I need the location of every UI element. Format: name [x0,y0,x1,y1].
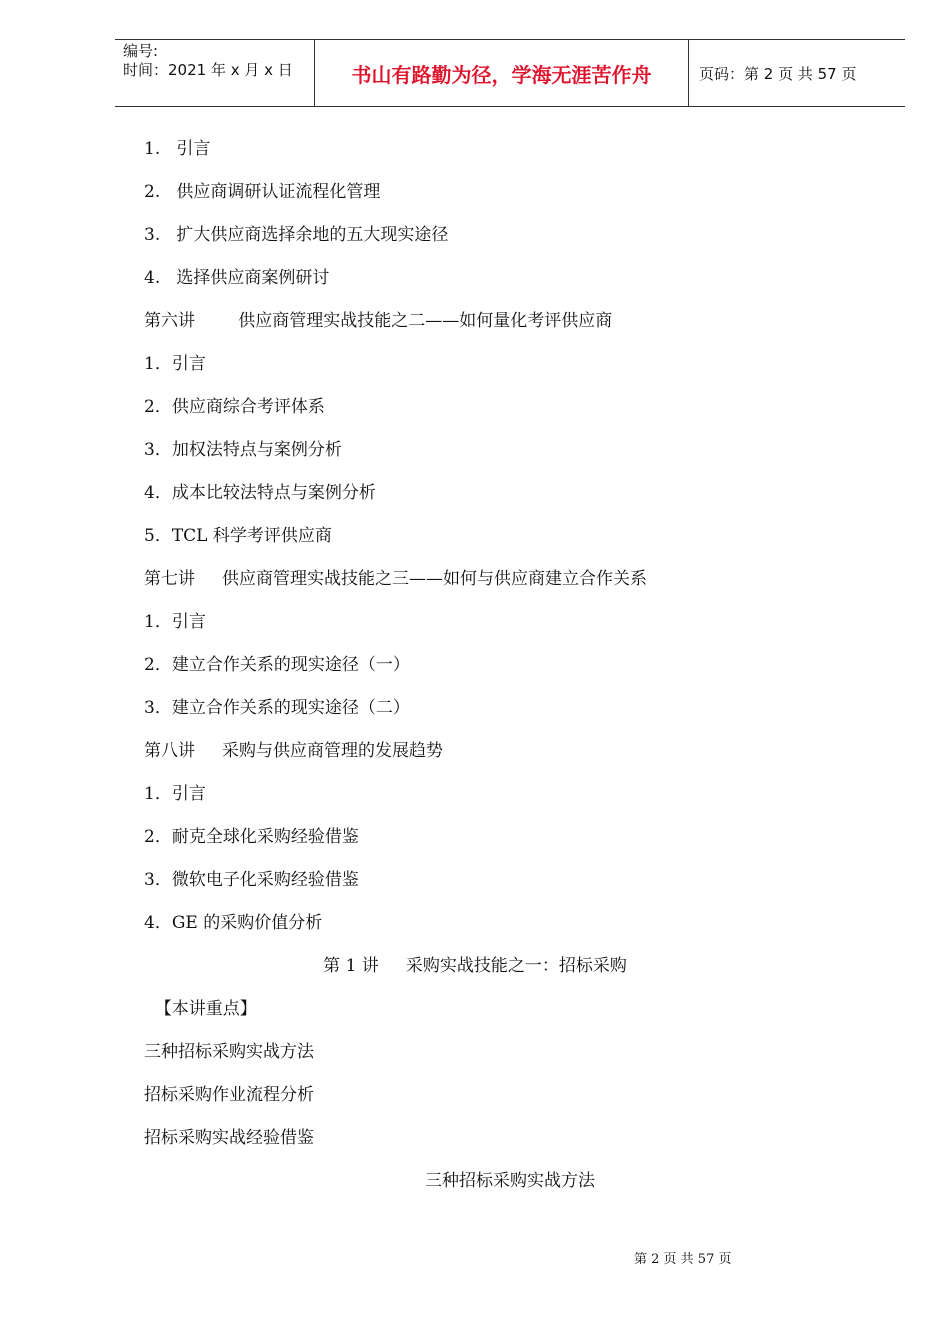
key-points-heading: 【本讲重点】 [144,999,257,1019]
toc-line: 3．微软电子化采购经验借鉴 [144,870,359,890]
header-motto: 书山有路勤为径，学海无涯苦作舟 [315,40,689,106]
toc-line: 1．引言 [144,354,206,374]
key-point: 三种招标采购实战方法 [144,1042,314,1062]
toc-line: 2．建立合作关系的现实途径（一） [144,655,410,675]
lecture-heading: 第八讲 采购与供应商管理的发展趋势 [144,741,444,761]
key-point: 招标采购作业流程分析 [144,1085,314,1105]
header-page-info: 页码：第 2 页 共 57 页 [699,64,857,83]
toc-line: 2．耐克全球化采购经验借鉴 [144,827,359,847]
toc-line: 2．供应商综合考评体系 [144,397,325,417]
toc-line: 3. 扩大供应商选择余地的五大现实途径 [144,225,449,245]
toc-line: 4. 选择供应商案例研讨 [144,268,330,288]
toc-line: 4．GE 的采购价值分析 [144,913,323,933]
toc-line: 4．成本比较法特点与案例分析 [144,483,376,503]
time-label: 时间：2021 年 x 月 x 日 [123,61,293,79]
lecture-heading: 第六讲 供应商管理实战技能之二——如何量化考评供应商 [144,311,613,331]
page-footer: 第 2 页 共 57 页 [634,1252,732,1267]
toc-line: 1．引言 [144,784,206,804]
toc-line: 3．加权法特点与案例分析 [144,440,342,460]
page-header [115,39,905,107]
toc-line: 5．TCL 科学考评供应商 [144,526,332,546]
lecture-heading: 第七讲 供应商管理实战技能之三——如何与供应商建立合作关系 [144,569,648,589]
toc-line: 3．建立合作关系的现实途径（二） [144,698,410,718]
toc-line: 1. 引言 [144,139,211,159]
code-label: 编号: [123,42,159,60]
section-title: 第 1 讲 采购实战技能之一：招标采购 [323,956,627,976]
header-meta [115,40,315,106]
toc-line: 2. 供应商调研认证流程化管理 [144,182,381,202]
subsection-title: 三种招标采购实战方法 [425,1171,595,1191]
key-point: 招标采购实战经验借鉴 [144,1128,314,1148]
toc-line: 1．引言 [144,612,206,632]
